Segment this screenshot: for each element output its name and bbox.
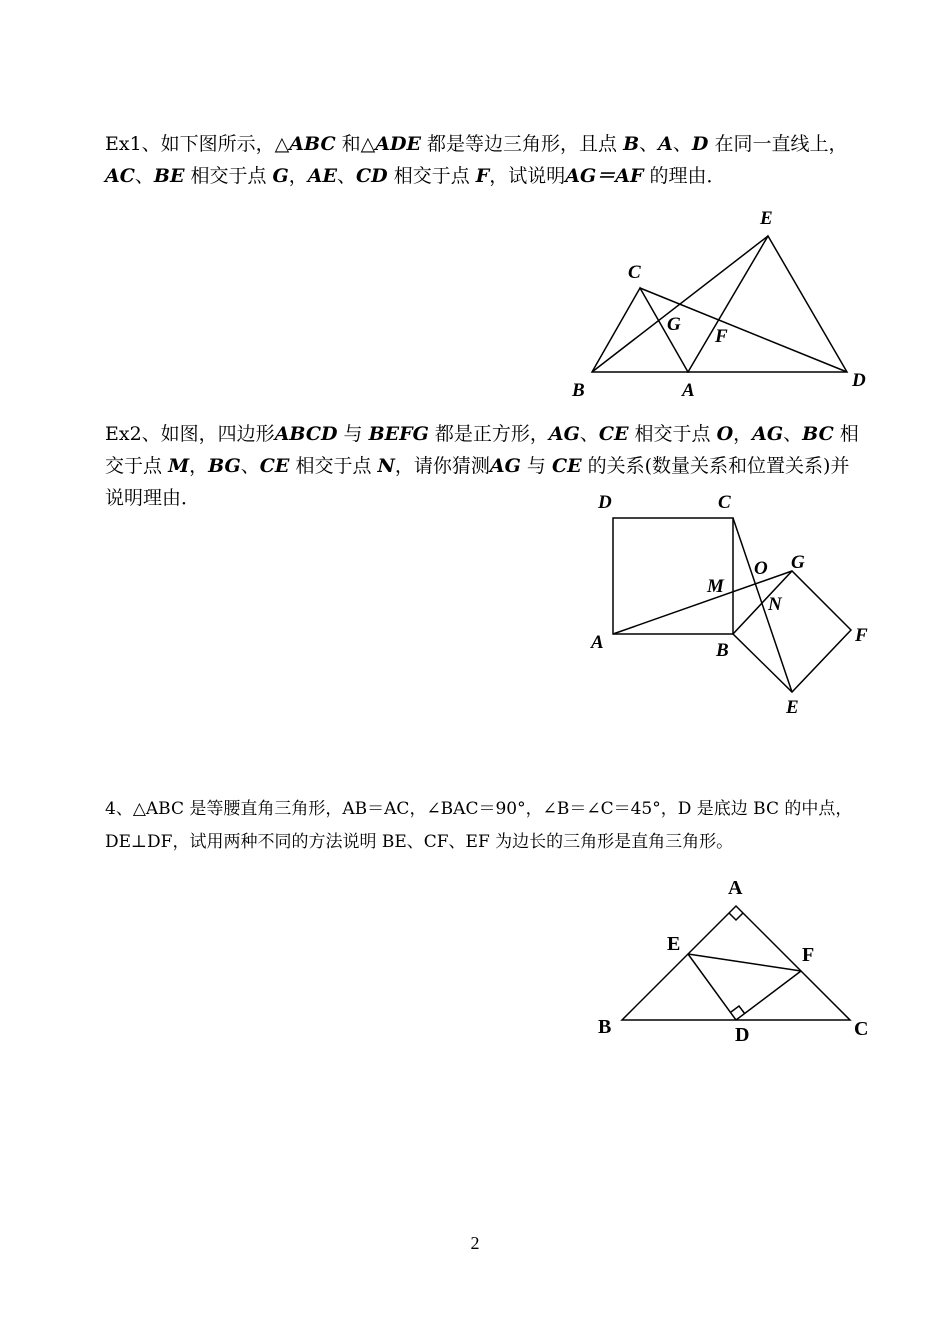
text-run: 与: [526, 455, 546, 477]
math-symbol: A: [658, 133, 673, 155]
label-B: B: [572, 380, 585, 401]
text-run: 、: [134, 165, 154, 187]
label-G: G: [791, 552, 805, 573]
triangle-ADE: [688, 236, 847, 372]
text-run: 相交于点: [393, 165, 470, 187]
text-run: 、: [579, 423, 599, 445]
math-symbol: D: [691, 133, 709, 155]
text-run: ，: [288, 165, 308, 187]
label-E: E: [760, 208, 773, 229]
math-symbol: AE: [307, 165, 338, 187]
label-B: B: [716, 640, 729, 661]
math-symbol: ABCD: [274, 423, 338, 445]
text-run: ，: [733, 423, 753, 445]
text-run: 4、△ABC 是等腰直角三角形，AB＝AC，∠BAC＝90°，∠B＝∠C＝45°，D 是底边 BC 的中点，DE⊥DF，试用两种不同的方法说明 BE、CF、EF 为边长的三角形是直角三角形。: [105, 799, 853, 852]
segment-EF: [688, 954, 801, 971]
label-M: M: [707, 576, 724, 597]
math-symbol: CE: [259, 455, 290, 477]
text-run: 都是等边三角形，且点: [427, 133, 618, 155]
label-E: E: [667, 933, 681, 955]
math-symbol: AG＝AF: [565, 165, 644, 187]
text-run: Ex1、如下图所示，△: [105, 133, 290, 155]
label-F: F: [802, 944, 815, 966]
math-symbol: M: [168, 455, 190, 477]
right-angle-mark-D: [731, 1006, 745, 1014]
right-angle-mark-A: [729, 913, 743, 920]
text-run: ，请你猜测: [394, 455, 490, 477]
math-symbol: AG: [752, 423, 784, 445]
math-symbol: BC: [802, 423, 834, 445]
ex2-figure: [580, 485, 880, 725]
text-run: ，: [189, 455, 209, 477]
label-D: D: [735, 1024, 750, 1046]
math-symbol: CD: [356, 165, 388, 187]
label-A: A: [728, 877, 743, 899]
text-run: 都是正方形，: [434, 423, 549, 445]
math-symbol: N: [377, 455, 395, 477]
math-symbol: AC: [105, 165, 135, 187]
label-D: D: [598, 492, 612, 513]
label-C: C: [854, 1018, 869, 1040]
text-run: ，试说明: [489, 165, 566, 187]
text-run: 相交于点: [105, 423, 859, 477]
label-C: C: [628, 262, 641, 283]
square-BEFG: [733, 571, 851, 692]
label-G: G: [667, 314, 681, 335]
math-symbol: ABC: [289, 133, 336, 155]
math-symbol: CE: [551, 455, 582, 477]
text-run: Ex2、如图，四边形: [105, 423, 275, 445]
text-run: 、: [783, 423, 803, 445]
math-symbol: ADE: [375, 133, 421, 155]
segment-DE: [688, 954, 736, 1020]
text-run: 相交于点: [634, 423, 711, 445]
math-symbol: BEFG: [368, 423, 429, 445]
label-E: E: [786, 697, 799, 718]
label-F: F: [855, 625, 868, 646]
text-run: 的关系(数量关系和位置关系)并说明理由．: [105, 455, 850, 509]
math-symbol: B: [623, 133, 640, 155]
text-run: 相交于点: [295, 455, 372, 477]
text-run: 和△: [341, 133, 376, 155]
text-run: 的理由．: [649, 165, 726, 187]
segment-DF: [736, 971, 801, 1020]
label-D: D: [852, 370, 866, 391]
label-B: B: [598, 1016, 612, 1038]
page-number: 2: [470, 1233, 480, 1253]
ex1-problem-text: [105, 128, 865, 192]
math-symbol: BE: [153, 165, 185, 187]
math-symbol: AG: [489, 455, 521, 477]
math-symbol: F: [475, 165, 490, 187]
label-O: O: [754, 558, 768, 579]
label-C: C: [718, 492, 731, 513]
q4-figure: [590, 870, 880, 1050]
ex1-figure: [560, 200, 880, 405]
math-symbol: G: [272, 165, 289, 187]
label-A: A: [591, 632, 604, 653]
text-run: 、: [240, 455, 260, 477]
label-F: F: [715, 326, 728, 347]
text-run: 相交于点: [190, 165, 267, 187]
text-run: 、: [337, 165, 357, 187]
label-A: A: [682, 380, 695, 401]
segment-AG: [613, 571, 792, 634]
math-symbol: BG: [208, 455, 241, 477]
math-symbol: CE: [598, 423, 629, 445]
text-run: 与: [343, 423, 363, 445]
segment-CE: [733, 518, 792, 692]
label-N: N: [768, 594, 782, 615]
math-symbol: AG: [548, 423, 580, 445]
triangle-ABC: [622, 906, 850, 1020]
math-symbol: O: [716, 423, 734, 445]
text-run: 在同一直线上，: [714, 133, 848, 155]
text-run: 、: [639, 133, 659, 155]
q4-problem-text: [105, 793, 865, 859]
text-run: 、: [672, 133, 692, 155]
